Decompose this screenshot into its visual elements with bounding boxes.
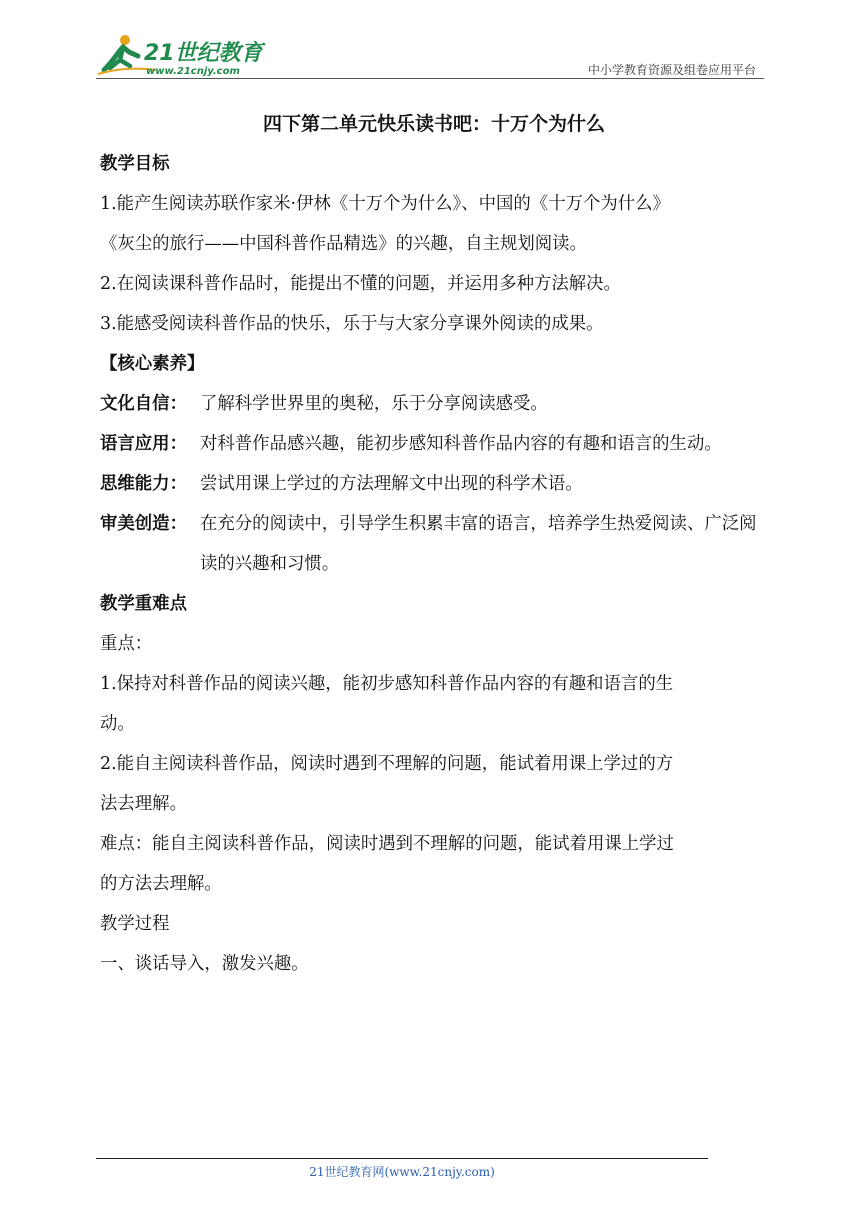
difficulty-line: 难点：能自主阅读科普作品，阅读时遇到不理解的问题，能试着用课上学过 xyxy=(100,834,674,854)
key-label: 重点： xyxy=(100,634,153,654)
logo-url: www.21cnjy.com xyxy=(146,66,240,77)
site-logo[interactable] xyxy=(96,30,296,78)
header-divider xyxy=(96,78,764,79)
core-item-thinking xyxy=(100,464,768,504)
doc-title: 四下第二单元快乐读书吧：十万个为什么 xyxy=(262,113,605,135)
platform-label: 中小学教育资源及组卷应用平台 xyxy=(587,63,756,77)
core-item-language xyxy=(100,424,768,464)
key-line: 动。 xyxy=(100,714,135,734)
logo-text: 21世纪教育 xyxy=(144,41,263,66)
goal-line: 《灰尘的旅行——中国科普作品精选》的兴趣，自主规划阅读。 xyxy=(100,234,587,254)
page-header xyxy=(96,30,764,80)
core-text: 了解科学世界里的奥秘，乐于分享阅读感受。 xyxy=(200,394,548,414)
core-label: 文化自信： xyxy=(100,394,187,414)
core-heading: 【核心素养】 xyxy=(100,354,205,374)
core-text: 对科普作品感兴趣，能初步感知科普作品内容的有趣和语言的生动。 xyxy=(200,434,722,454)
footer-divider xyxy=(96,1158,708,1159)
core-label: 思维能力： xyxy=(100,474,187,494)
process-step: 一、谈话导入，激发兴趣。 xyxy=(100,954,309,974)
process-heading: 教学过程 xyxy=(100,914,170,934)
difficulty-line: 的方法去理解。 xyxy=(100,874,222,894)
core-label: 语言应用： xyxy=(100,434,187,454)
goal-line: 1.能产生阅读苏联作家米·伊林《十万个为什么》、中国的《十万个为什么》 xyxy=(100,194,670,214)
core-label: 审美创造： xyxy=(100,514,187,534)
goal-line: 3.能感受阅读科普作品的快乐，乐于与大家分享课外阅读的成果。 xyxy=(100,314,604,334)
document-body xyxy=(100,104,768,984)
core-item-aesthetic xyxy=(100,504,768,584)
core-text: 在充分的阅读中，引导学生积累丰富的语言，培养学生热爱阅读、广泛阅读的兴趣和习惯。 xyxy=(200,514,757,574)
key-line: 2.能自主阅读科普作品，阅读时遇到不理解的问题，能试着用课上学过的方 xyxy=(100,754,674,774)
goals-heading: 教学目标 xyxy=(100,154,170,174)
footer-link[interactable]: 21世纪教育网(www.21cnjy.com) xyxy=(309,1165,495,1179)
core-item-culture xyxy=(100,384,768,424)
key-points-heading: 教学重难点 xyxy=(100,594,187,614)
goal-line: 2.在阅读课科普作品时，能提出不懂的问题，并运用多种方法解决。 xyxy=(100,274,621,294)
runner-logo-icon xyxy=(96,30,296,78)
key-line: 1.保持对科普作品的阅读兴趣，能初步感知科普作品内容的有趣和语言的生 xyxy=(100,674,674,694)
core-text: 尝试用课上学过的方法理解文中出现的科学术语。 xyxy=(200,474,583,494)
key-line: 法去理解。 xyxy=(100,794,187,814)
